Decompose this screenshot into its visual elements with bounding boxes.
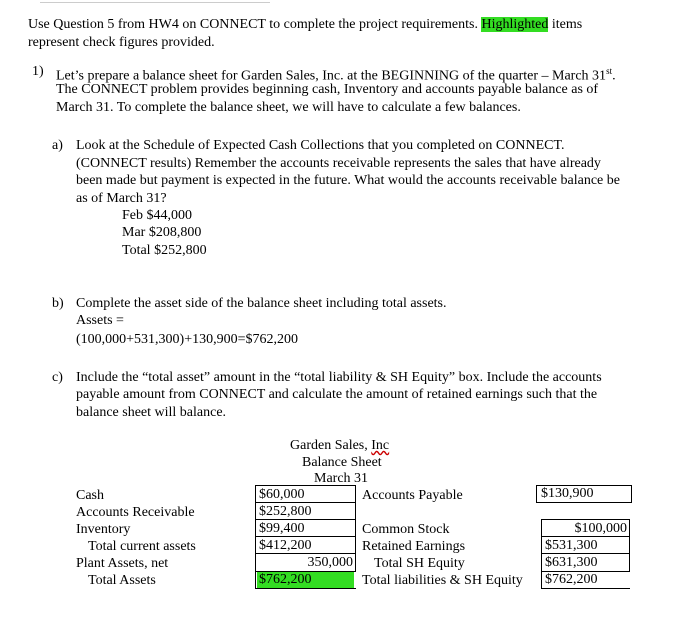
qb-line-2: Assets = — [76, 313, 124, 328]
qa-label: a) — [52, 138, 63, 153]
asset-col-right-border — [355, 485, 356, 572]
cash-label: Cash — [76, 488, 104, 503]
asset-col-top-border — [255, 485, 356, 486]
equity-col-right-border — [629, 519, 630, 572]
qc-line-2: payable amount from CONNECT and calculate the amount of retained earnings such that the — [76, 387, 598, 402]
qa-line-4: as of March 31? — [76, 191, 167, 206]
retained-earnings-value: $531,300 — [545, 538, 598, 553]
total-current-assets-label: Total current assets — [88, 539, 196, 554]
total-assets-label: Total Assets — [88, 573, 156, 588]
qa-answer-total: Total $252,800 — [122, 243, 207, 258]
qb-label: b) — [52, 296, 64, 311]
equity-col-left-border — [541, 519, 542, 589]
q1-number: 1) — [32, 64, 44, 79]
qb-line-1: Complete the asset side of the balance sheet including total assets. — [76, 296, 447, 311]
highlighted-word: Highlighted — [481, 17, 549, 32]
total-assets-value: $762,200 — [257, 572, 354, 588]
total-sh-equity-value: $631,300 — [545, 555, 598, 570]
sheet-date: March 31 — [314, 471, 369, 486]
asset-col-left-border — [255, 485, 256, 589]
cash-value: $60,000 — [259, 487, 305, 502]
qa-answer-mar: Mar $208,800 — [122, 225, 202, 240]
total-liabilities-equity-label: Total liabilities & SH Equity — [362, 573, 523, 588]
total-liabilities-equity-value: $762,200 — [545, 572, 598, 587]
qa-answer-feb: Feb $44,000 — [122, 208, 192, 223]
qa-line-1: Look at the Schedule of Expected Cash Collections that you completed on CONNECT. — [76, 138, 565, 153]
qb-answer: (100,000+531,300)+130,900=$762,200 — [76, 332, 299, 347]
common-stock-label: Common Stock — [362, 522, 450, 537]
accounts-payable-label: Accounts Payable — [362, 488, 463, 503]
retained-earnings-label: Retained Earnings — [362, 539, 466, 554]
total-sh-equity-label: Total SH Equity — [374, 556, 465, 571]
qc-line-3: balance sheet will balance. — [76, 405, 227, 420]
ar-label: Accounts Receivable — [76, 505, 195, 520]
common-stock-value: $100,000 — [574, 521, 627, 536]
inventory-value: $99,400 — [259, 521, 305, 536]
intro-line-1 — [28, 16, 582, 33]
qa-line-3: been made but payment is expected in the future. What would the accounts receivable balance be — [76, 173, 620, 188]
sheet-company-name: Garden Sales, — [290, 438, 372, 453]
accounts-payable-value: $130,900 — [541, 486, 594, 501]
cropped-top-line — [40, 0, 270, 3]
qa-line-2: (CONNECT results) Remember the accounts receivable represents the sales that have already — [76, 156, 601, 171]
sheet-company-inc: Inc — [371, 438, 390, 453]
q1-line-1-text: Let’s prepare a balance sheet for Garden Sales, Inc. at the BEGINNING of the quarter – March 31 — [56, 68, 607, 84]
intro-line-2: represent check figures provided. — [28, 35, 215, 50]
q1-period: . — [612, 68, 616, 84]
sheet-company — [290, 437, 389, 454]
q1-superscript: st — [606, 66, 613, 76]
q1-line-2: The CONNECT problem provides beginning cash, Inventory and accounts payable balance as of — [56, 82, 599, 97]
inventory-label: Inventory — [76, 522, 131, 537]
ar-value: $252,800 — [259, 504, 312, 519]
sheet-title: Balance Sheet — [302, 455, 382, 470]
total-current-assets-value: $412,200 — [259, 538, 312, 553]
plant-assets-label: Plant Assets, net — [76, 556, 169, 571]
equity-col-top-border — [541, 519, 630, 520]
intro-rest: items — [551, 17, 583, 32]
asset-col-bottom-border — [255, 588, 356, 589]
intro-text: Use Question 5 from HW4 on CONNECT to complete the project requirements. — [28, 17, 478, 32]
accounts-payable-box — [536, 485, 632, 503]
qc-line-1: Include the “total asset” amount in the “total liability & SH Equity” box. Include the accounts — [76, 370, 602, 385]
equity-col-bottom-border — [541, 588, 630, 589]
q1-line-3: March 31. To complete the balance sheet, we will have to calculate a few balances. — [56, 100, 521, 115]
qc-label: c) — [52, 370, 63, 385]
plant-assets-value: 350,000 — [307, 555, 353, 570]
